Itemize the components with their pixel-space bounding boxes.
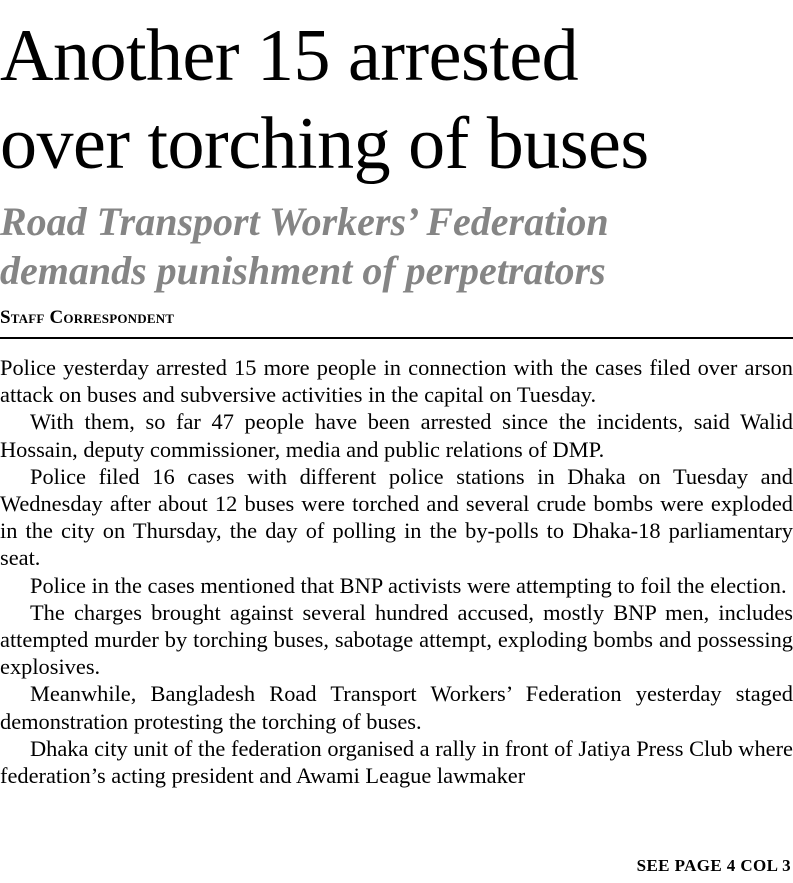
subheadline-line: demands punishment of perpetrators — [0, 248, 606, 293]
article-paragraph: Police in the cases mentioned that BNP activists were attempting to foil the election. — [30, 572, 787, 598]
article-paragraph: Meanwhile, Bangladesh Road Transport Workers’ Federation yesterday staged demonstration protesting the torching of buses. — [0, 681, 793, 734]
article-paragraph: Police filed 16 cases with different police stations in Dhaka on Tuesday and Wednesday after about 12 buses were torched and several crude bombs were exploded in the city on Thursday, the day of polling in the by-polls to Dhaka-18 parliamentary seat. — [0, 463, 793, 571]
article-paragraph: With them, so far 47 people have been arrested since the incidents, said Walid Hossain, deputy commissioner, media and public relations of DMP. — [0, 409, 793, 462]
headline-line: Another 15 arrested — [0, 15, 579, 97]
article-paragraph: The charges brought against several hundred accused, mostly BNP men, includes attempted murder by torching buses, sabotage attempt, exploding bombs and possessing explosives. — [0, 599, 793, 680]
headline — [0, 12, 793, 188]
article-body — [0, 354, 793, 789]
article-paragraph: Dhaka city unit of the federation organised a rally in front of Jatiya Press Club where federation’s acting president and Awami League lawmaker — [0, 735, 793, 789]
subheadline-line: Road Transport Workers’ Federation — [0, 199, 609, 244]
divider-rule — [0, 337, 793, 339]
headline-line: over torching of buses — [0, 103, 649, 185]
article-paragraph: Police yesterday arrested 15 more people in connection with the cases filed over arson attack on buses and subversive activities in the capital on Tuesday. — [0, 355, 793, 408]
subheadline — [0, 197, 793, 295]
continuation-note[interactable]: SEE PAGE 4 COL 3 — [636, 856, 791, 875]
byline: Staff Correspondent — [0, 307, 175, 328]
